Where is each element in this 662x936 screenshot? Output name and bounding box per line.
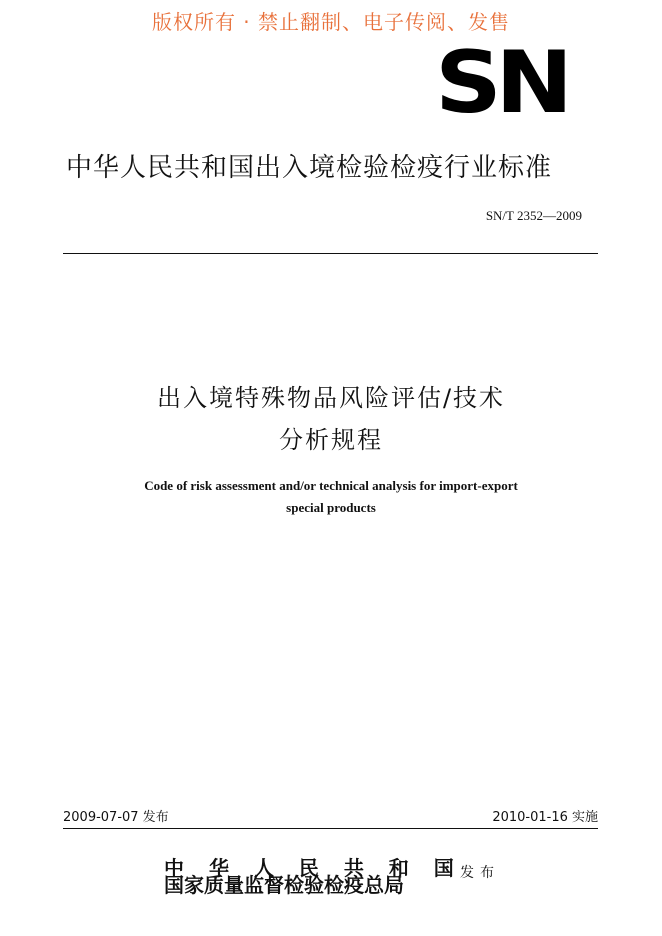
copyright-watermark: 版权所有 · 禁止翻制、电子传阅、发售: [151, 10, 511, 34]
effective-date: 2010-01-16 实施: [492, 810, 598, 825]
title-en-line1: Code of risk assessment and/or technical analysis for import-export: [144, 478, 518, 493]
footer-divider: [63, 828, 598, 829]
sn-logo: SN: [435, 33, 567, 133]
publisher-line1: 中 华 人 民 共 和 国: [164, 856, 463, 880]
publisher-line2: 国家质量监督检验检疫总局: [164, 873, 404, 897]
standard-category-title: 中华人民共和国出入境检验检疫行业标准: [66, 153, 553, 183]
title-zh-line2: 分析规程: [279, 426, 383, 454]
header-divider: [63, 253, 598, 254]
publisher-suffix: 发布: [460, 865, 500, 881]
title-en-line2: special products: [286, 500, 376, 515]
issue-date: 2009-07-07 发布: [63, 810, 169, 825]
standard-number: SN/T 2352—2009: [485, 208, 582, 223]
title-zh-line1: 出入境特殊物品风险评估/技术: [156, 384, 506, 412]
